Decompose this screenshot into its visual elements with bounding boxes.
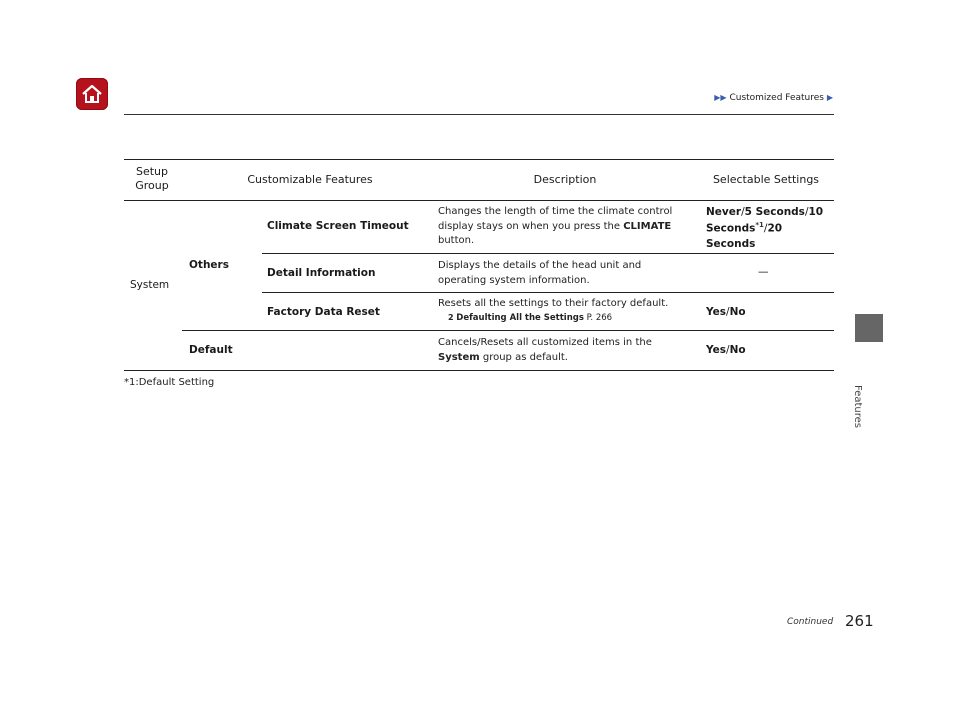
header-rule [124, 114, 834, 115]
setup-group-system: System [130, 279, 170, 291]
description-factory-data-reset: Resets all the settings to their factory default. 2 Defaulting All the Settings P. 266 [438, 297, 700, 324]
table-bottom-rule [124, 370, 834, 371]
settings-detail-information: — [758, 266, 769, 278]
home-icon [80, 82, 104, 106]
breadcrumb-end-arrow-icon: ▶ [826, 93, 833, 102]
header-selectable-settings: Selectable Settings [712, 173, 820, 186]
breadcrumb-label[interactable]: Customized Features [729, 93, 824, 103]
feature-climate-screen-timeout: Climate Screen Timeout [267, 220, 409, 232]
description-climate-screen-timeout: Changes the length of time the climate control display stays on when you press the CLIMATE button. [438, 206, 673, 246]
settings-factory-data-reset: Yes/No [706, 306, 746, 318]
row-divider [262, 253, 834, 254]
feature-factory-data-reset: Factory Data Reset [267, 306, 380, 318]
table-top-rule [124, 159, 834, 160]
page-number: 261 [845, 612, 874, 630]
description-default: Cancels/Resets all customized items in the System group as default. [438, 337, 652, 363]
feature-default: Default [189, 344, 233, 356]
header-setup-group: Setup Group [135, 165, 169, 193]
table-header-rule [124, 200, 834, 201]
header-customizable-features: Customizable Features [247, 173, 373, 186]
default-marker: *1 [755, 221, 764, 230]
breadcrumb-arrows-icon: ▶▶ [714, 93, 727, 102]
header-description: Description [533, 173, 597, 186]
others-divider [182, 330, 834, 331]
home-button[interactable] [76, 78, 108, 110]
settings-climate-screen-timeout: Never/5 Seconds/10 Seconds$^{*1}$/20 Seconds [706, 206, 824, 250]
section-tab-label: Features [852, 385, 863, 428]
breadcrumb[interactable] [714, 93, 833, 103]
description-detail-information: Displays the details of the head unit and operating system information. [438, 260, 642, 286]
subgroup-others: Others [189, 259, 229, 271]
continued-label: Continued [787, 617, 834, 627]
reference-arrow-icon: 2 [448, 312, 454, 322]
feature-detail-information: Detail Information [267, 267, 376, 279]
settings-default: Yes/No [706, 344, 746, 356]
section-tab-marker [855, 314, 883, 342]
row-divider [262, 292, 834, 293]
cross-reference-link[interactable]: 2 Defaulting All the Settings P. 266 [448, 312, 613, 323]
footnote: *1:Default Setting [124, 377, 215, 388]
